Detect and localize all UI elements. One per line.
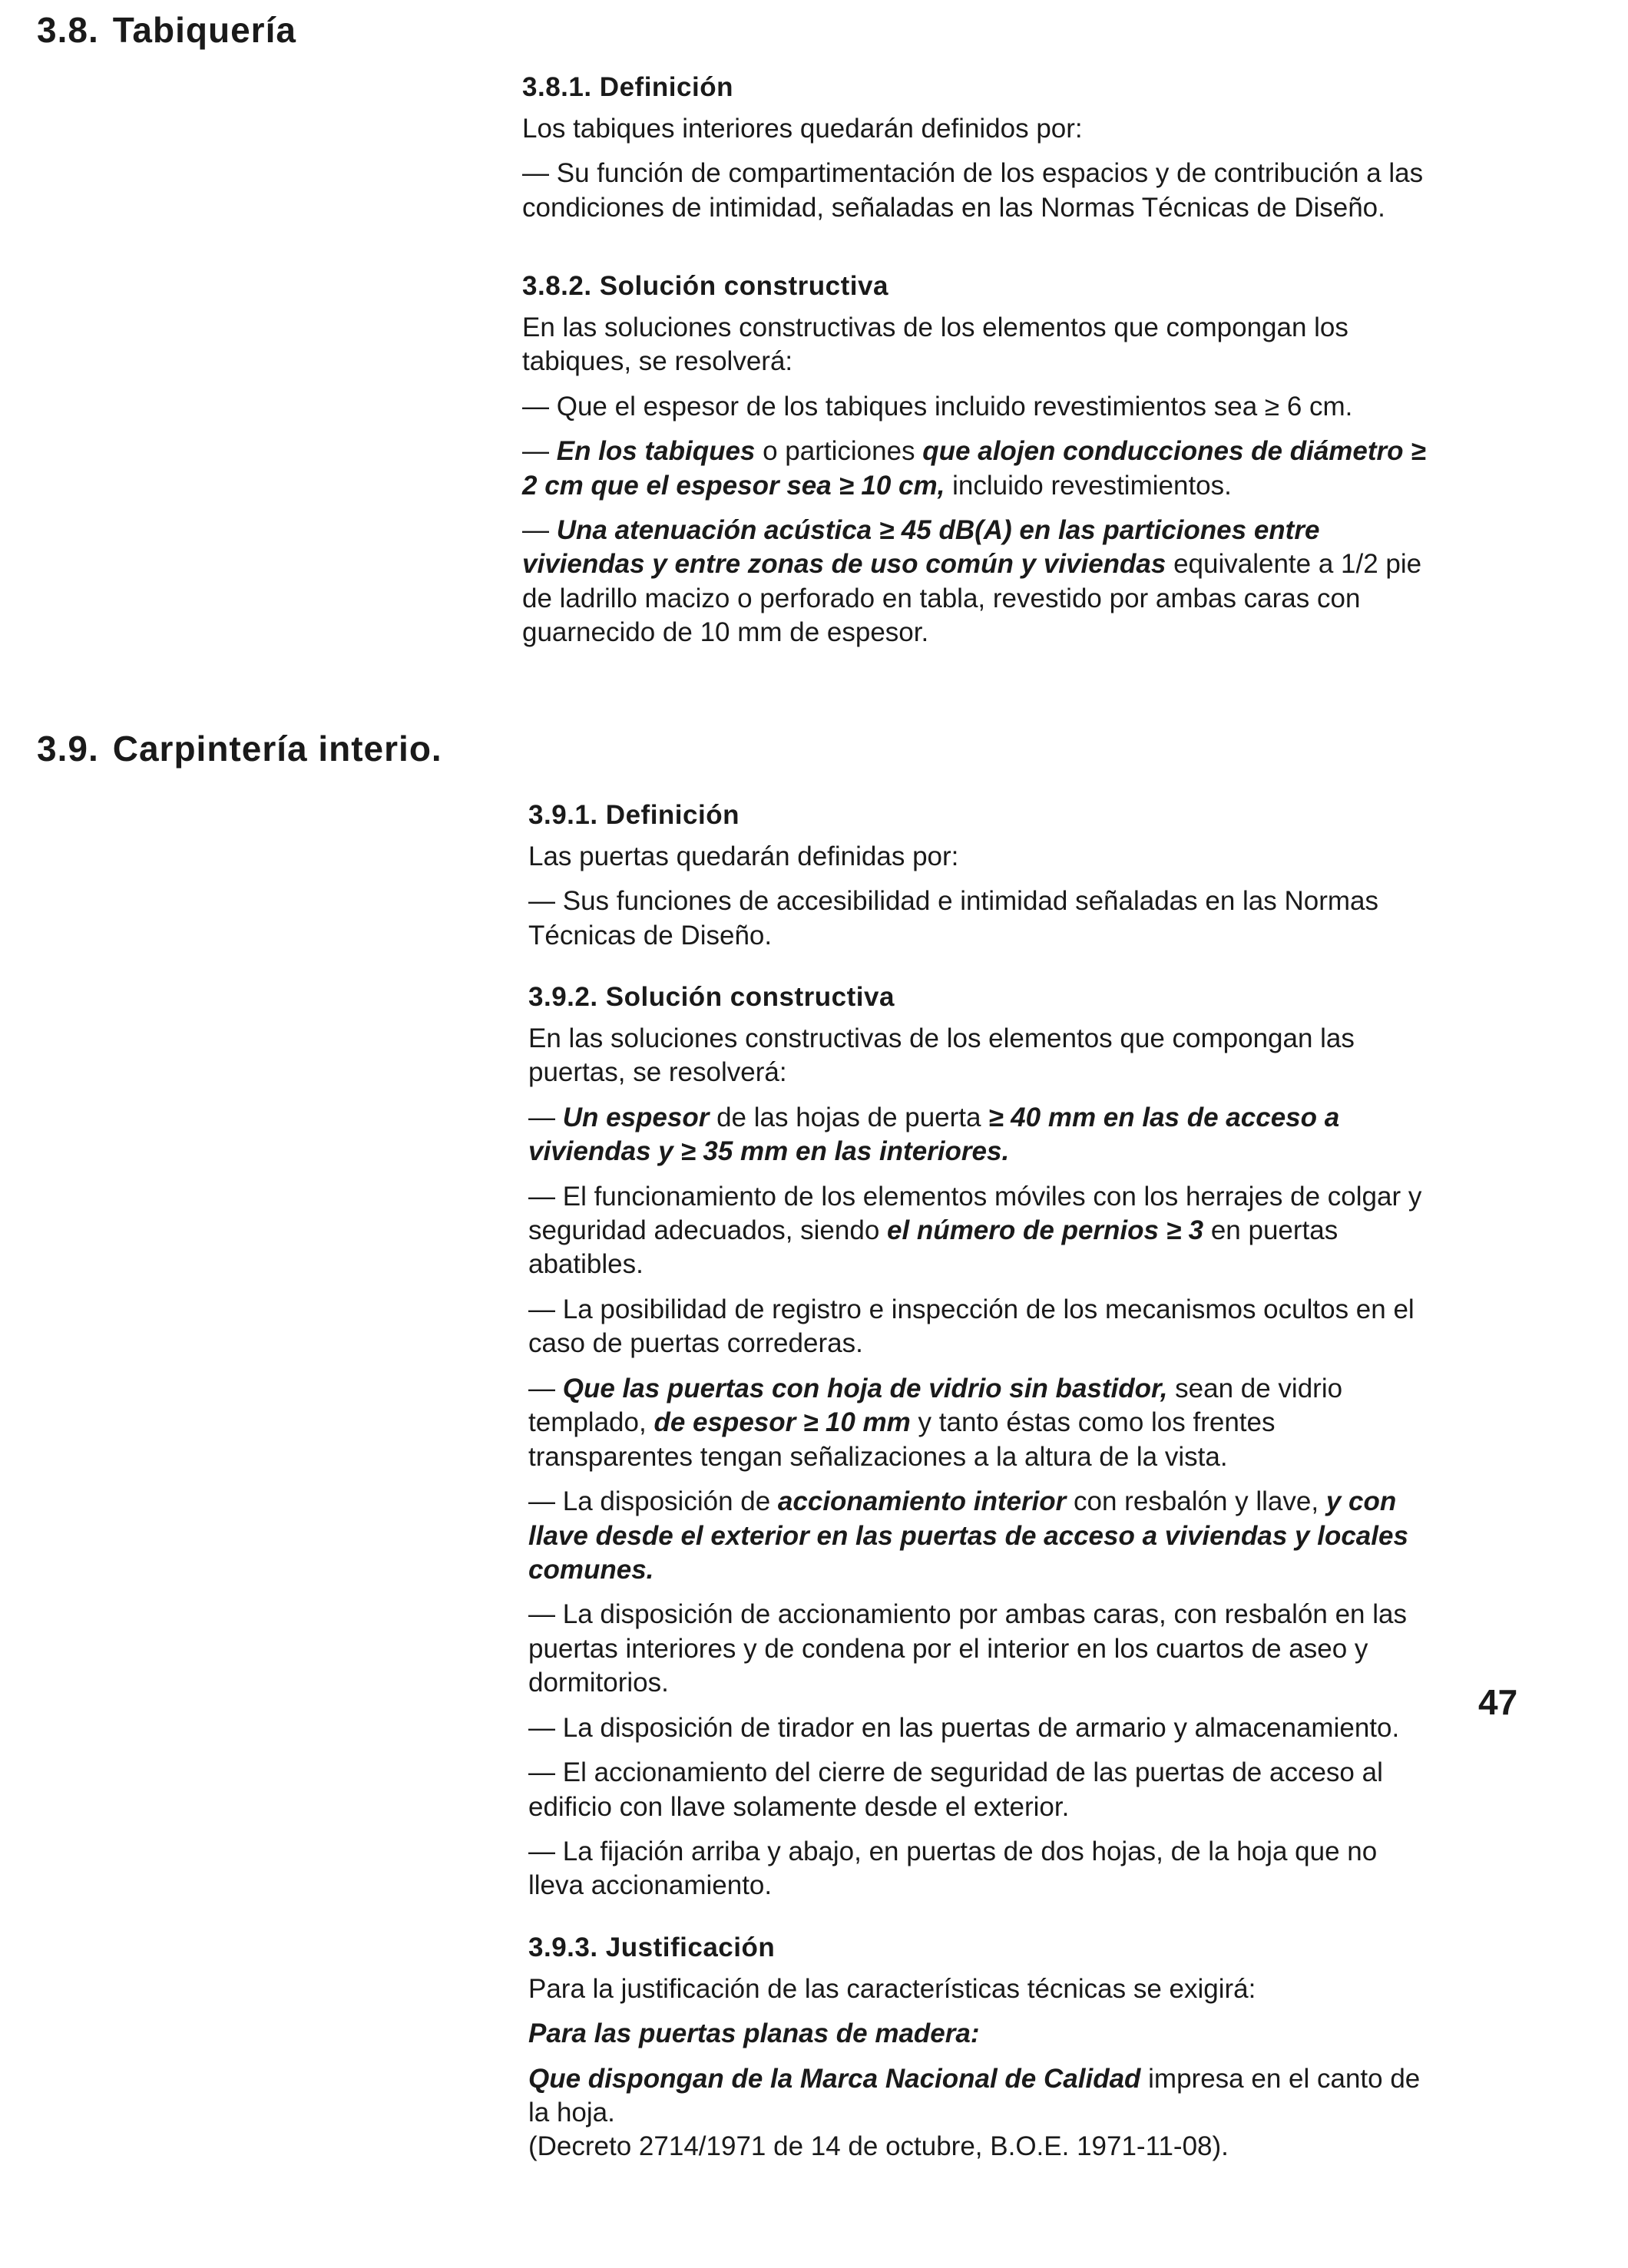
subsection-title: 3.9.2. Solución constructiva — [528, 982, 895, 1013]
text: y tanto éstas como los frentes transparentes tengan señalizaciones a la altura de la vista. — [528, 1407, 1276, 1472]
section-3-9-body — [528, 798, 1433, 2175]
list-item: — La disposición de tirador en las puertas de armario y almacenamiento. — [528, 1712, 1400, 1743]
list-item — [522, 435, 1428, 503]
emphasis: Que las puertas con hoja de vidrio sin bastidor, — [562, 1373, 1168, 1403]
subsection-title: 3.9.3. Justificación — [528, 1932, 776, 1962]
list-item — [522, 514, 1428, 650]
text: — La disposición de — [528, 1486, 778, 1517]
emphasis: Una atenuación acústica ≥ 45 dB(A) en las particiones entre viviendas y entre zonas de uso común y viviendas — [522, 515, 1320, 580]
list-item: — La disposición de accionamiento por ambas caras, con resbalón en las puertas interiores y de condena por el interior en los cuartos de aseo y dormitorios. — [528, 1599, 1407, 1698]
text: de las hojas de puerta — [709, 1102, 989, 1132]
emphasis: accionamiento interior — [777, 1486, 1067, 1517]
emphasis: Que dispongan de la Marca Nacional de Calidad — [528, 2063, 1141, 2094]
list-item — [528, 1485, 1433, 1587]
emphasis: de espesor ≥ 10 mm — [654, 1407, 911, 1438]
dash: — — [528, 1102, 563, 1132]
text: — El funcionamiento de los elementos móviles con los herrajes de colgar y seguridad adecuados, siendo — [528, 1181, 1422, 1245]
list-item: — El accionamiento del cierre de seguridad de las puertas de acceso al edificio con llave solamente desde el exterior. — [528, 1757, 1383, 1822]
text: o particiones — [755, 436, 923, 467]
paragraph — [528, 2062, 1433, 2131]
emphasis: ≥ 40 mm en las de acceso a viviendas y ≥ 35 mm en las interiores. — [528, 1102, 1340, 1167]
dash: — — [522, 436, 557, 467]
dash: — — [522, 515, 557, 545]
emphasis: Un espesor — [562, 1102, 710, 1132]
decree-reference: (Decreto 2714/1971 de 14 de octubre, B.O.E. 1971-11-08). — [528, 2131, 1229, 2162]
list-item — [528, 1180, 1433, 1282]
list-item: — La posibilidad de registro e inspección de los mecanismos ocultos en el caso de puertas correderas. — [528, 1294, 1415, 1359]
text: con resbalón y llave, — [1066, 1486, 1326, 1517]
text: impresa en el canto de la hoja. — [528, 2063, 1421, 2127]
paragraph: Para la justificación de las características técnicas se exigirá: — [528, 1973, 1256, 2004]
text: sean de vidrio templado, — [528, 1373, 1343, 1438]
subsection-title: 3.8.2. Solución constructiva — [522, 271, 888, 302]
section-number: 3.8. — [37, 10, 99, 50]
text: equivalente a 1/2 pie de ladrillo macizo o perforado en tabla, revestido por ambas caras con guarnecido de 10 mm de espesor. — [522, 549, 1422, 648]
section-title: Carpintería interio. — [112, 729, 442, 769]
text: incluido revestimientos. — [945, 470, 1232, 501]
paragraph: En las soluciones constructivas de los elementos que compongan los tabiques, se resolverá: — [522, 312, 1348, 377]
list-item — [528, 1372, 1433, 1474]
section-number: 3.9. — [37, 729, 99, 769]
subsection-title: 3.9.1. Definición — [528, 800, 740, 830]
section-heading-3-9 — [37, 728, 442, 769]
emphasis: que alojen conducciones de diámetro ≥ 2 cm que el espesor sea ≥ 10 cm, — [522, 436, 1426, 501]
list-item: — Sus funciones de accesibilidad e intimidad señaladas en las Normas Técnicas de Diseño. — [528, 886, 1378, 951]
list-item — [528, 1101, 1433, 1169]
list-item: — La fijación arriba y abajo, en puertas de dos hojas, de la hoja que no lleva accionamiento. — [528, 1837, 1378, 1901]
emphasis: y con llave desde el exterior en las puertas de acceso a viviendas y locales comunes. — [528, 1486, 1408, 1585]
emphasis: En los tabiques — [556, 436, 756, 467]
paragraph: Las puertas quedarán definidas por: — [528, 841, 959, 871]
list-item: — Su función de compartimentación de los espacios y de contribución a las condiciones de intimidad, señaladas en las Normas Técnicas de Diseño. — [522, 158, 1424, 223]
paragraph: En las soluciones constructivas de los elementos que compongan las puertas, se resolverá: — [528, 1023, 1355, 1088]
subsection-title: 3.8.1. Definición — [522, 72, 733, 102]
section-title: Tabiquería — [112, 10, 296, 50]
section-heading-3-8 — [37, 9, 296, 51]
page-number: 47 — [1478, 1682, 1518, 1722]
dash: — — [528, 1373, 563, 1403]
paragraph: Los tabiques interiores quedarán definidos por: — [522, 113, 1083, 144]
list-item: — Que el espesor de los tabiques incluido revestimientos sea ≥ 6 cm. — [522, 391, 1353, 422]
emphasis: el número de pernios ≥ 3 — [887, 1215, 1204, 1245]
paragraph-emphasis: Para las puertas planas de madera: — [528, 2018, 980, 2049]
text: en puertas abatibles. — [528, 1215, 1338, 1280]
section-3-8-body — [522, 71, 1428, 661]
